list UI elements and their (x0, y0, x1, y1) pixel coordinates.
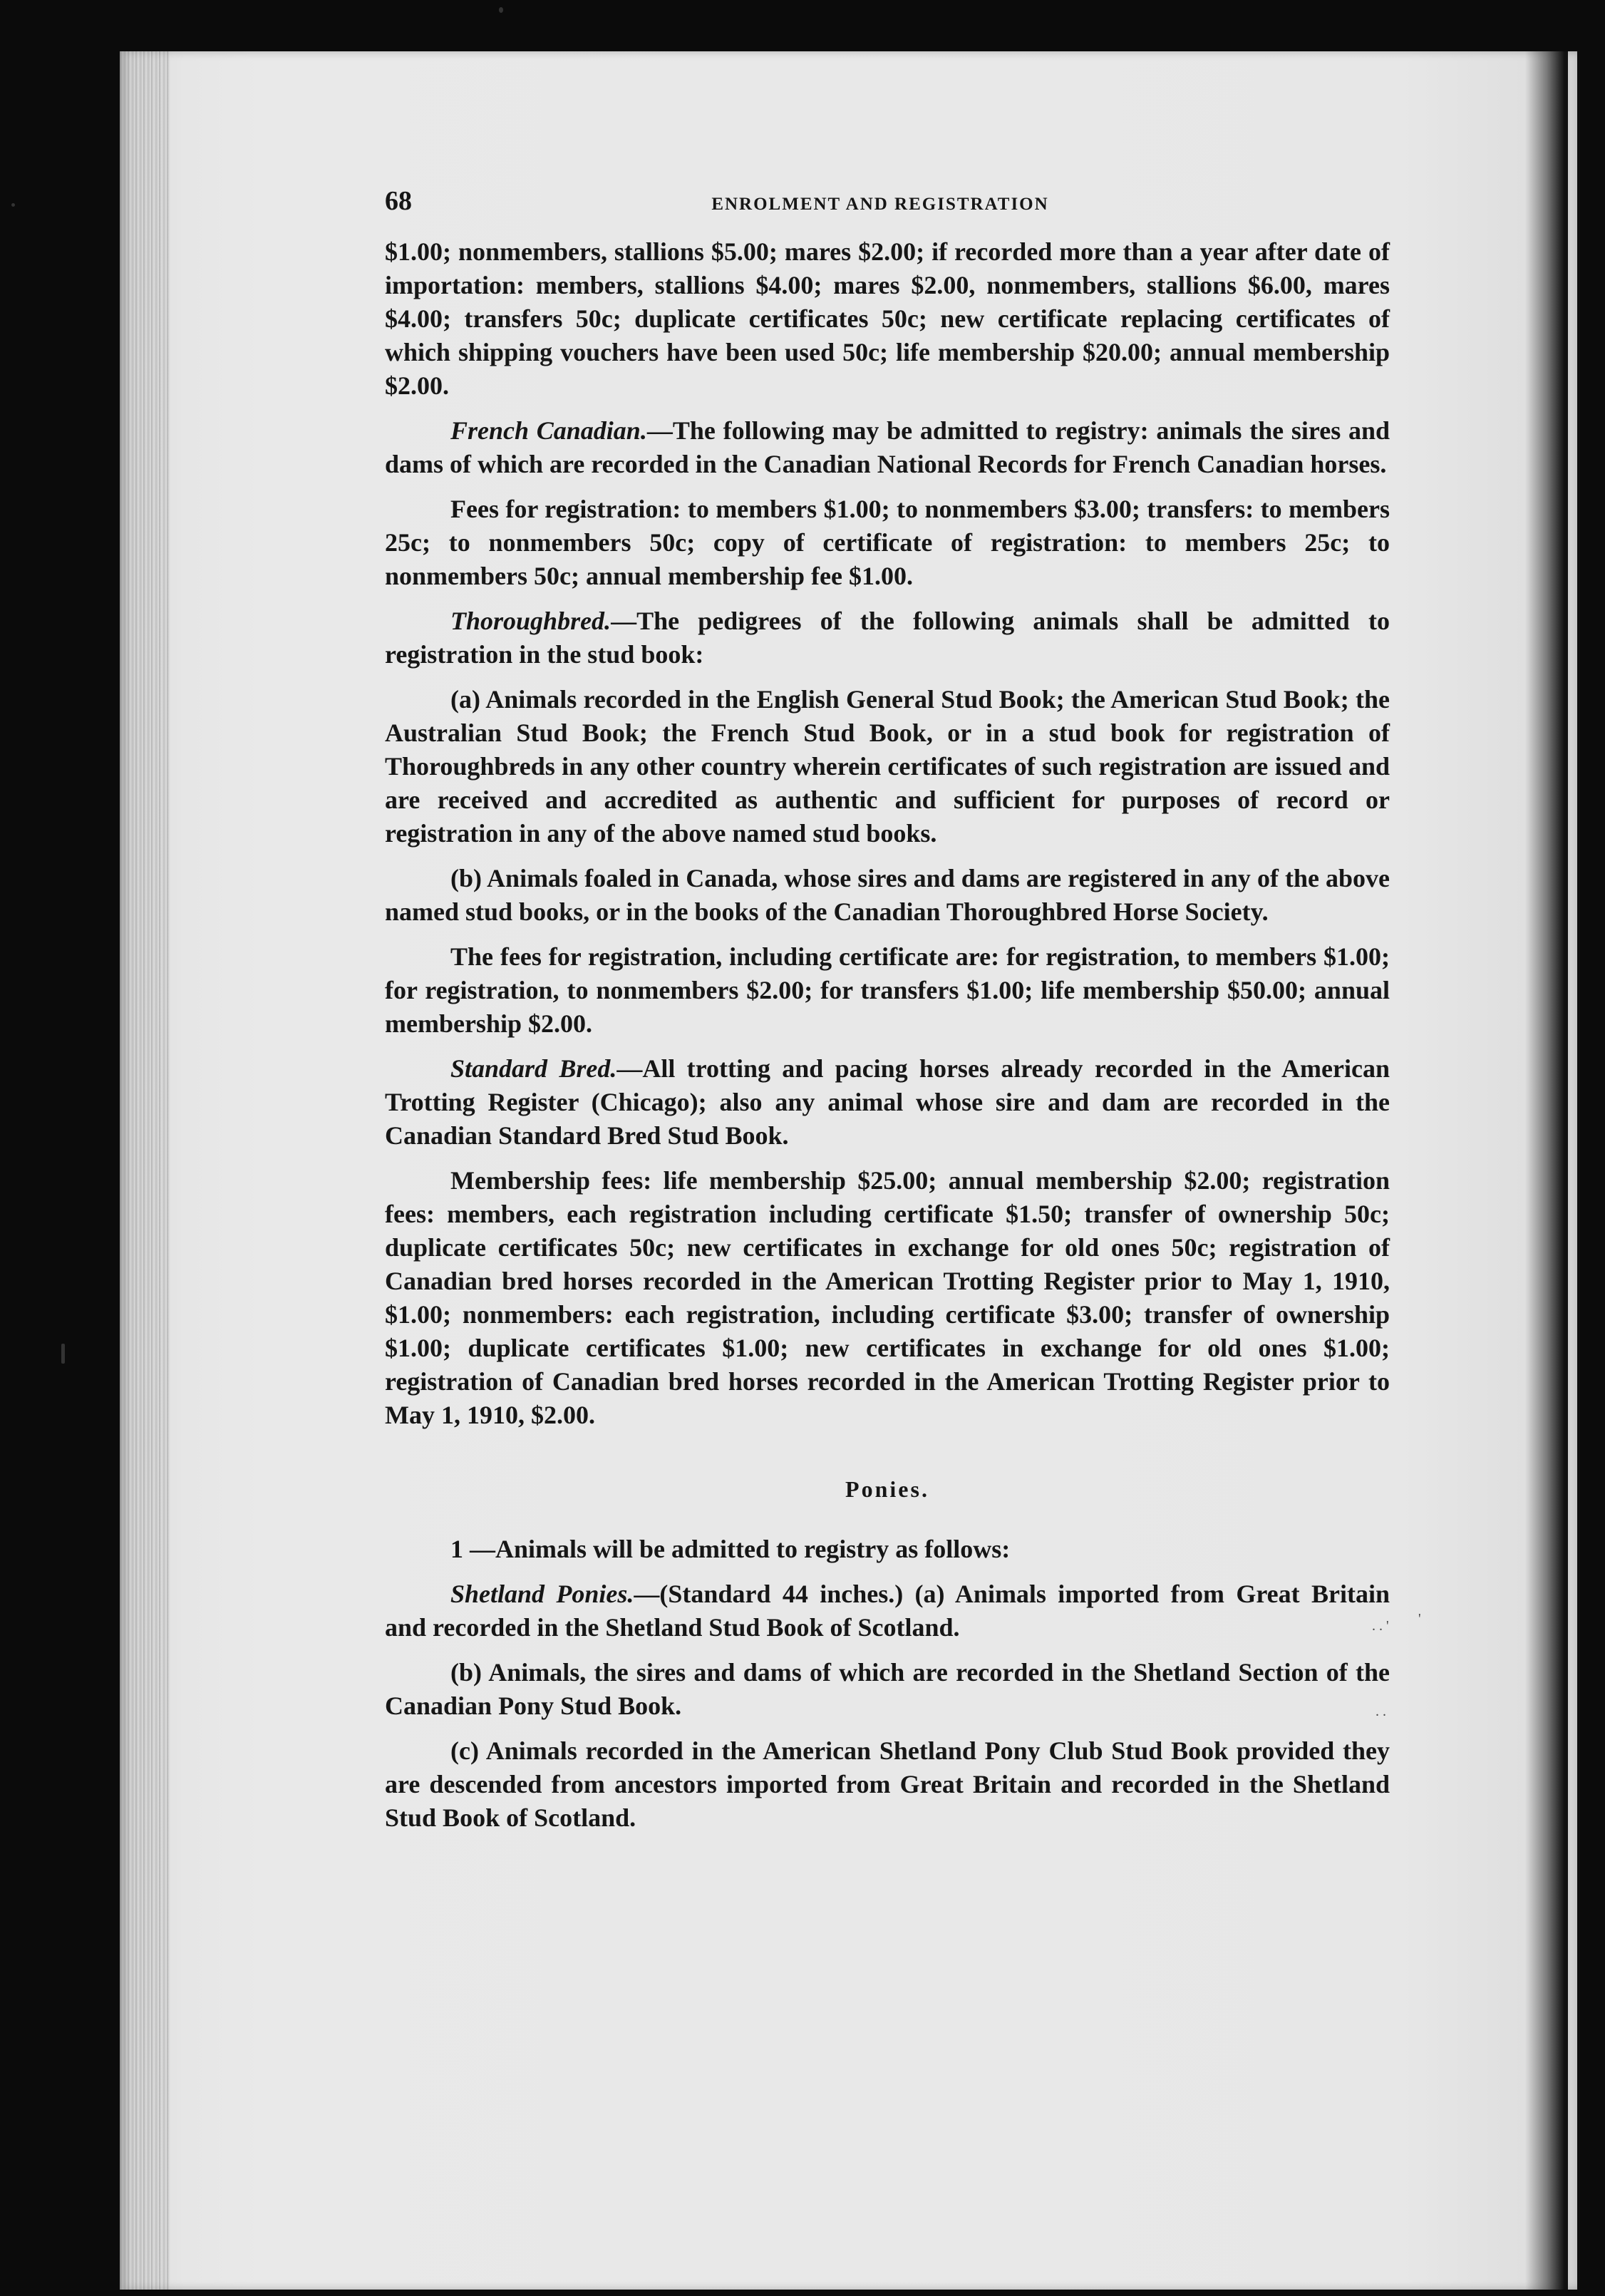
paragraph-lead: French Canadian. (450, 416, 647, 445)
paragraph-body: 1 —Animals will be admitted to registry as follows: (450, 1535, 1011, 1563)
margin-marks: ' (1418, 1611, 1421, 1627)
running-head: ENROLMENT AND REGISTRATION (711, 195, 1049, 214)
paragraph-body: Fees for registration: to members $1.00; to nonmembers $3.00; transfers: to members 25c; to nonmembers 50c; copy of certificate of registration: to members 25c; to nonmembers 50c; annual membership fee $1.00. (385, 495, 1390, 590)
page-text (385, 185, 1390, 1846)
paragraph-ponies-intro (385, 1533, 1390, 1566)
dust-speck (499, 7, 503, 13)
paragraph-thoroughbred-fees (385, 940, 1390, 1041)
paragraph-shetland-b (385, 1656, 1390, 1723)
paragraph-body: The fees for registration, including certificate are: for registration, to members $1.00; for registration, to nonmembers $2.00; for transfers $1.00; life membership $50.00; annual membership $2.00. (385, 942, 1390, 1038)
paragraph-body: (b) Animals foaled in Canada, whose sires and dams are registered in any of the above named stud books, or in the books of the Canadian Thoroughbred Horse Society. (385, 864, 1390, 926)
dust-speck (11, 203, 15, 207)
margin-marks: . . ' (1372, 1618, 1389, 1634)
binding-gutter (120, 51, 170, 2290)
paragraph-lead: Thoroughbred. (450, 607, 611, 635)
paragraph-french-canadian (385, 414, 1390, 481)
page-number: 68 (385, 186, 412, 216)
paragraph-body: (b) Animals, the sires and dams of which are recorded in the Shetland Section of the Canadian Pony Stud Book. (385, 1658, 1390, 1720)
paragraph-thoroughbred (385, 604, 1390, 671)
paragraph-body: —The following may be admitted to registry: animals the sires and dams of which are recorded in the Canadian National Records for French Canadian horses. (385, 416, 1390, 478)
page-header (385, 185, 1390, 228)
dust-speck (61, 1344, 65, 1364)
paragraph-body: (c) Animals recorded in the American Shetland Pony Club Stud Book provided they are descended from ancestors imported from Great Britain and recorded in the Shetland Stud Book of Scotland. (385, 1736, 1390, 1832)
paragraph-standard-bred (385, 1052, 1390, 1153)
paragraph-standard-bred-fees (385, 1164, 1390, 1432)
paragraph-lead: Shetland Ponies. (450, 1580, 634, 1608)
paragraph-thoroughbred-a (385, 683, 1390, 850)
paragraph-body: —(Standard 44 inches.) (a) Animals imported from Great Britain and recorded in the Shetland Stud Book of Scotland. (385, 1580, 1390, 1642)
paragraph-body: —All trotting and pacing horses already recorded in the American Trotting Register (Chicago); also any animal whose sire and dam are recorded in the Canadian Standard Bred Stud Book. (385, 1054, 1390, 1150)
paragraph-shetland-a (385, 1577, 1390, 1644)
paragraph-fees-continued (385, 235, 1390, 403)
paragraph-body: —The pedigrees of the following animals shall be admitted to registration in the stud book: (385, 607, 1390, 669)
paragraph-lead: Standard Bred. (450, 1054, 617, 1083)
margin-marks: . . (1376, 1704, 1386, 1719)
paragraph-french-canadian-fees (385, 493, 1390, 593)
paragraph-body: Membership fees: life membership $25.00; annual membership $2.00; registration fees: members, each registration including certificate $1.50; transfer of ownership 50c; duplicate certificates 50c; new certificates in exchange for old ones 50c; registration of Canadian bred horses recorded in the American Trotting Register prior to May 1, 1910, $1.00; nonmembers: each registration, including certificate $3.00; transfer of ownership $1.00; duplicate certificates $1.00; new certificates in exchange for old ones $1.00; registration of Canadian bred horses recorded in the American Trotting Register prior to May 1, 1910, $2.00. (385, 1166, 1390, 1429)
page-edge-shadow (1525, 51, 1568, 2290)
section-title-ponies: Ponies. (845, 1476, 929, 1502)
paragraph-body: (a) Animals recorded in the English General Stud Book; the American Stud Book; the Australian Stud Book; the French Stud Book, or in a stud book for registration of Thoroughbreds in any other country wherein certificates of such registration are issued and are received and accredited as authentic and sufficient for purposes of record or registration in any of the above named stud books. (385, 685, 1390, 848)
paragraph-thoroughbred-b (385, 862, 1390, 929)
paragraph-body: $1.00; nonmembers, stallions $5.00; mares $2.00; if recorded more than a year after date of importation: members, stallions $4.00; mares $2.00, nonmembers, stallions $6.00, mares $4.00; transfers 50c; duplicate certificates 50c; new certificate replacing certificates of which shipping vouchers have been used 50c; life membership $20.00; annual membership $2.00. (385, 237, 1390, 400)
paragraph-shetland-c (385, 1734, 1390, 1835)
